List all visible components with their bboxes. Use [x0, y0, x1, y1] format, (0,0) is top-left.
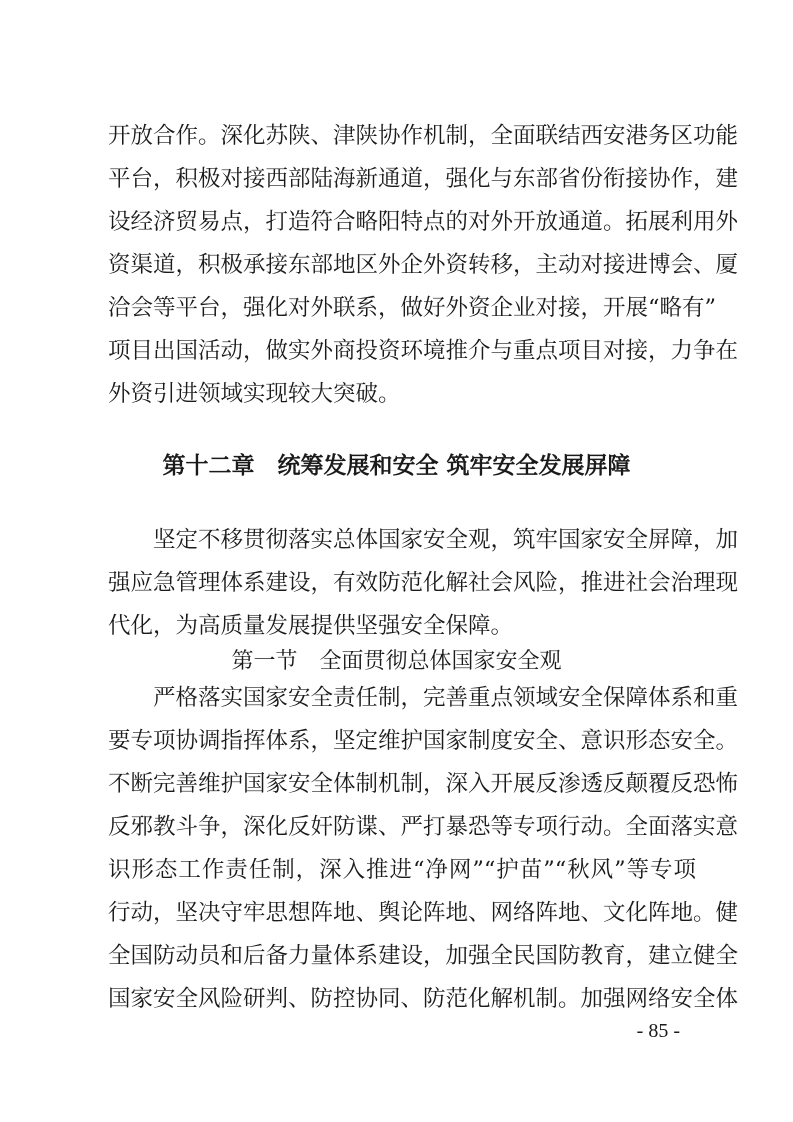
section-title: 第一节 全面贯彻总体国家安全观	[231, 649, 562, 674]
text-line: 不断完善维护国家安全体制机制，深入开展反渗透反颠覆反恐怖	[108, 771, 739, 797]
text-line: 要专项协调指挥体系，坚定维护国家制度安全、意识形态安全。	[108, 728, 739, 754]
text-line: 严格落实国家安全责任制，完善重点领域安全保障体系和重	[108, 685, 739, 711]
text-line: 全国防动员和后备力量体系建设，加强全民国防教育，建立健全	[108, 943, 739, 969]
text-line: 行动，坚决守牢思想阵地、舆论阵地、网络阵地、文化阵地。健	[108, 900, 739, 926]
text-line: 国家安全风险研判、防控协同、防范化解机制。加强网络安全体	[108, 986, 739, 1012]
text-line: 设经济贸易点，打造符合略阳特点的对外开放通道。拓展利用外	[108, 209, 739, 235]
text-line: 强应急管理体系建设，有效防范化解社会风险，推进社会治理现	[108, 570, 739, 596]
text-line: 项目出国活动，做实外商投资环境推介与重点项目对接，力争在	[108, 338, 739, 364]
text-line: 识形态工作责任制，深入推进“净网”“护苗”“秋风”等专项	[108, 857, 696, 883]
text-line: 资渠道，积极承接东部地区外企外资转移，主动对接进博会、厦	[108, 252, 739, 278]
text-line: 反邪教斗争，深化反奸防谍、严打暴恐等专项行动。全面落实意	[108, 814, 739, 840]
text-line: 坚定不移贯彻落实总体国家安全观，筑牢国家安全屏障，加	[108, 527, 739, 553]
chapter-title: 第十二章 统筹发展和安全 筑牢安全发展屏障	[162, 452, 631, 479]
text-line: 平台，积极对接西部陆海新通道，强化与东部省份衔接协作，建	[108, 166, 739, 192]
text-line: 洽会等平台，强化对外联系，做好外资企业对接，开展“略有”	[108, 295, 717, 321]
page-number: - 85 -	[636, 1020, 680, 1042]
text-line: 开放合作。深化苏陕、津陕协作机制，全面联结西安港务区功能	[108, 123, 739, 149]
text-line: 外资引进领域实现较大突破。	[108, 381, 401, 407]
text-line: 代化，为高质量发展提供坚强安全保障。	[108, 613, 514, 639]
